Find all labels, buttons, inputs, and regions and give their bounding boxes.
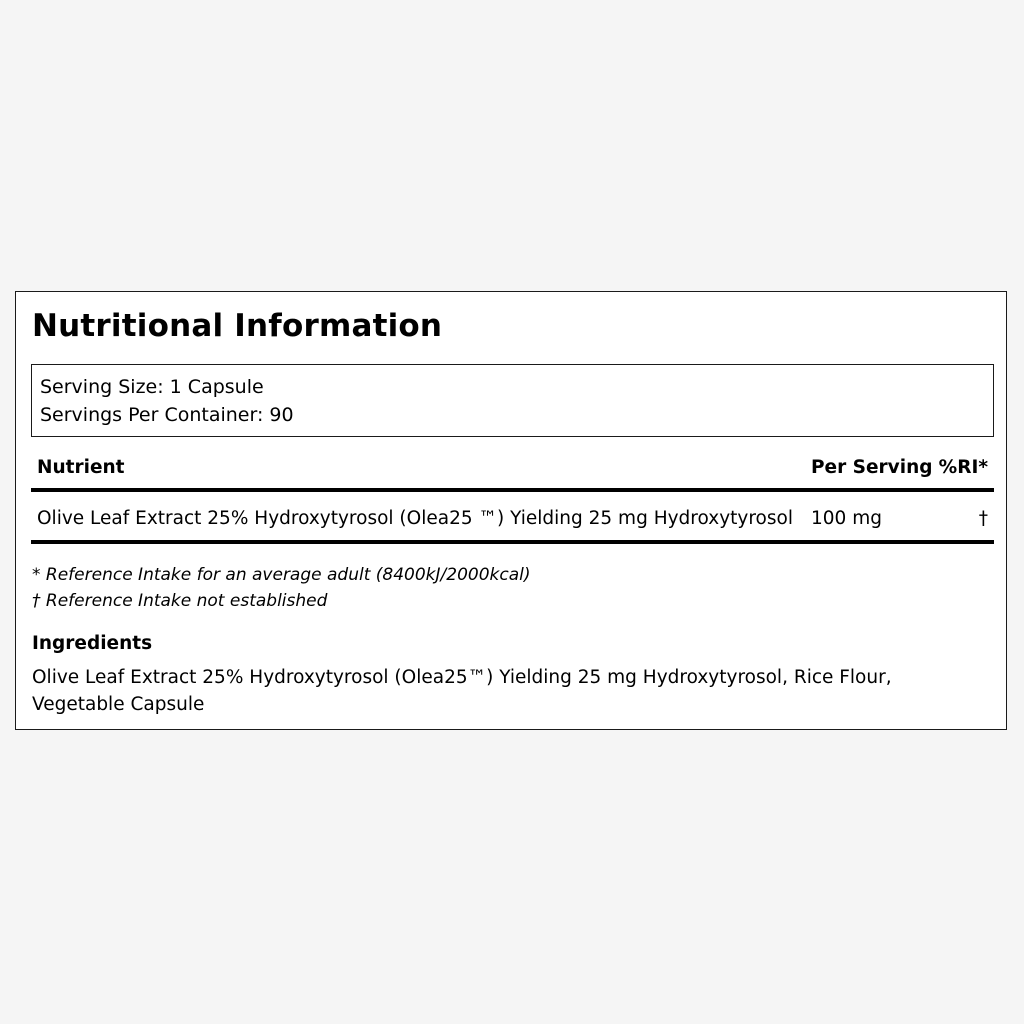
serving-size: Serving Size: 1 Capsule bbox=[40, 376, 264, 398]
panel-title: Nutritional Information bbox=[32, 308, 443, 344]
serving-info-box bbox=[31, 364, 994, 437]
header-ri: %RI* bbox=[938, 457, 988, 478]
nutrition-panel bbox=[15, 291, 1007, 730]
row-per-serving: 100 mg bbox=[811, 508, 882, 529]
row-nutrient: Olive Leaf Extract 25% Hydroxytyrosol (Olea25 ™) Yielding 25 mg Hydroxytyrosol bbox=[37, 508, 793, 529]
table-header bbox=[31, 452, 994, 492]
nutrient-table bbox=[31, 452, 994, 544]
row-ri: † bbox=[978, 508, 988, 529]
table-row bbox=[31, 492, 994, 544]
header-nutrient: Nutrient bbox=[37, 457, 125, 478]
footnote-ri: * Reference Intake for an average adult (8400kJ/2000kcal) bbox=[32, 565, 531, 585]
ingredients-title: Ingredients bbox=[32, 633, 153, 654]
footnote-dagger: † Reference Intake not established bbox=[32, 591, 328, 611]
ingredients-text: Olive Leaf Extract 25% Hydroxytyrosol (Olea25™) Yielding 25 mg Hydroxytyrosol, Rice Flour, Vegetable Capsule bbox=[32, 667, 892, 715]
servings-per-container: Servings Per Container: 90 bbox=[40, 404, 294, 426]
footnotes bbox=[32, 562, 531, 614]
header-per-serving: Per Serving bbox=[811, 457, 933, 478]
